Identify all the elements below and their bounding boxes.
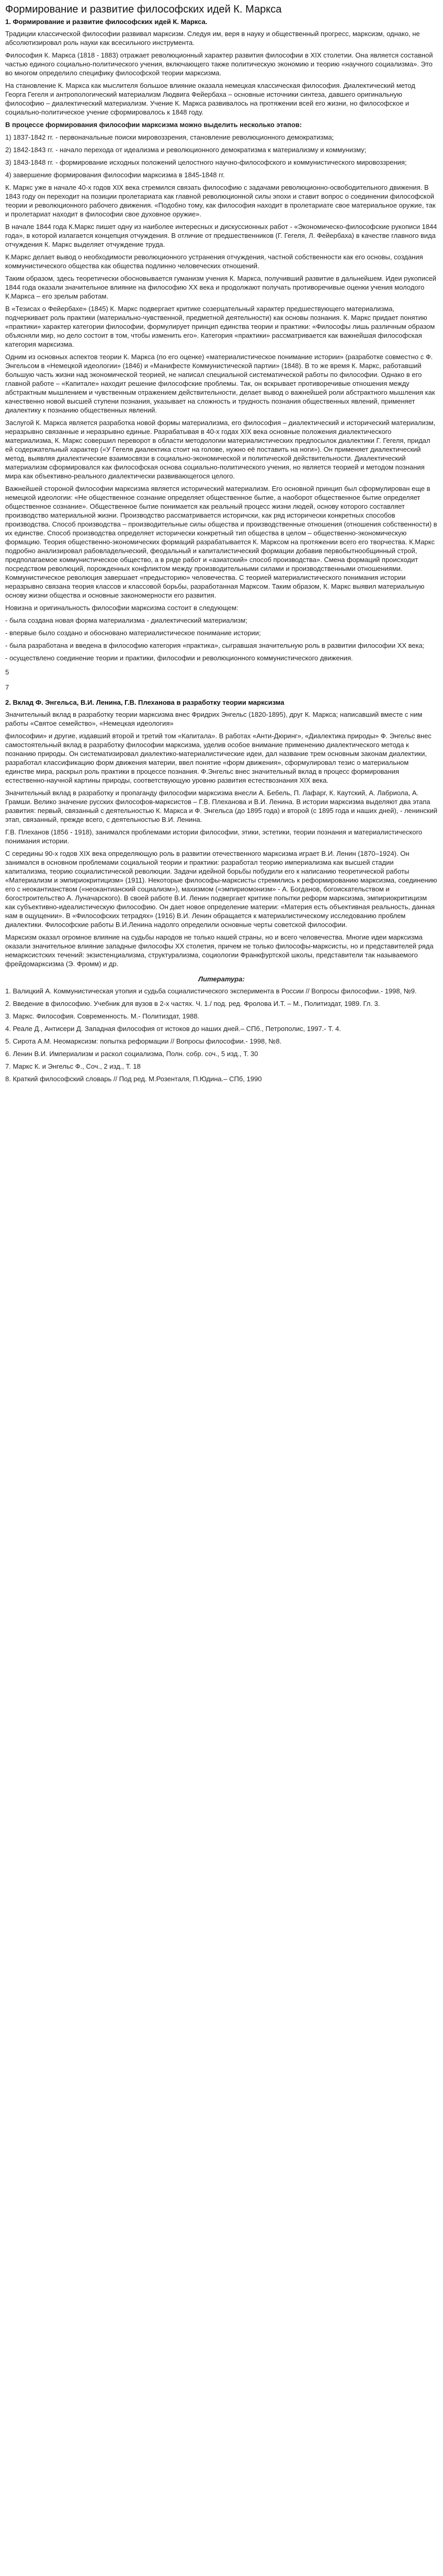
paragraph: 2) 1842-1843 гг. - начало перехода от идеализма и революционного демократизма к материализму и коммунизму; (5, 146, 367, 154)
paragraph: Одним из основных аспектов теории К. Маркса (по его оценке) «материалистическое понимание истории» (разработке совместно с Ф. Энгельсом в «Немецкой идеологии» (1846) и «Манифесте Коммунистической партии» (1848). В то же время К. Маркс, работавший большую часть жизни над экономической теорией, не написал специальной систематической работы по философии. Однако в его главной работе – «Капитале» находит решение философские проблемы. Так, он вскрывает противоречивые отношения между абстрактным мышлением и чувственным отражением действительности, делает вывод о важнейшей роли абстрактного мышления как качественно новой высшей ступени познания, указывает на сложность и трудность познания общественных явлений, применяет диалектику к познанию общественных явлений. (5, 353, 435, 414)
paragraph: К.Маркс делает вывод о необходимости революционного устранения отчуждения, частной собственности как его основы, создания коммунистического общества как общества подлинно человеческих отношений. (5, 253, 423, 270)
paragraph: - впервые было создано и обосновано материалистическое понимание истории; (5, 629, 261, 637)
paragraph: Традиции классической философии развивал марксизм. Следуя им, веря в науку и общественный прогресс, марксизм, однако, не абсолютизировал роль науки как всесильного инструмента. (5, 30, 420, 47)
paragraph: Философия К. Маркса (1818 - 1883) отражает революционный характер развития философии в XIX столетии. Она является составной частью единого социально-политического учения, включающего также политическую экономию и теорию «научного социализма». Это во многом определило специфику философской теории марксизма. (5, 51, 433, 77)
page-number: 5 (5, 668, 9, 676)
section-heading-2: 2. Вклад Ф. Энгельса, В.И. Ленина, Г.В. Плеханова в разработку теории марксизма (5, 699, 285, 706)
paragraph: - была создана новая форма материализма - диалектический материализм; (5, 616, 247, 624)
reference-item: 1. Валицкий А. Коммунистическая утопия и судьба социалистического эксперимента в России // Вопросы философии.- 1998, №9. (5, 987, 417, 995)
paragraph: Важнейшей стороной философии марксизма является исторический материализм. Его основной принцип был сформулирован еще в немецкой идеологии: «Не общественное сознание определяет общественное бытие, а наоборот общественное бытие определяет общественное сознание». Общественное бытие понимается как реальный процесс жизни людей, основу которого составляет производство материальной жизни. Производство рассматривается историчски, как ряд исторически конкретных способов производства. Способ производства – производительные силы общества и производственные отношения (отношения собственности) в их единстве. Способ производства определяет исторически конкретный тип общества в целом – общественно-экономическую формацию. Теория общественно-экономических формаций разрабатывается К. Марксом на протяжении всего его творчества. К.Маркс подробно анализировал рабовладельческий, феодальный и капиталистический формации добавив первобытнообщинный строй, предполагаемое коммунистическое общество, а в ряде работ и «азиатский» способ производства». Смена формаций происходит посредством революций, порожденных конфликтом между производительными силами и производственными отношениями. Коммунистическое революция завершает «предысторию» человечества. С теорией материалистического понимания истории неразрывно связана теория классов и классовой борьбы, разработанная Марксом. Таким образом, К. Маркс выявил материальную основу жизни общества и основные закономерности его развития. (5, 485, 437, 599)
section-heading-1: 1. Формирование и развитие философских идей К. Маркса. (5, 18, 208, 26)
paragraph: К. Маркс уже в начале 40-х годов XIX века стремился связать философию с задачами революционно-освободительного движения. В 1843 году он переходит на позиции пролетариата как главной революционной силы эпохи и ставит вопрос о соединении философской теории и революционного рабочего движения. «Подобно тому, как философия находит в пролетариате свое материальное оружие, так и пролетариат находит в философии свое духовное оружие». (5, 184, 436, 218)
paragraph: Значительный вклад в разработку теории марксизма внес Фридрих Энгельс (1820-1895), друг К. Маркса; написавший вместе с ним работы «Святое семейство», «Немецкая идеология» (5, 711, 423, 727)
paragraph: Заслугой К. Маркса является разработка новой формы материализма, его философия – диалектический и исторический материализм, неразрывно связанные и неразрывно единые. Разрабатывая в 40-х годах XIX века основные положения диалектического материализма, К. Маркс совершил переворот в области методологии материалистических предпосылок диалектики Г. Гегеля, придал ей содержательный характер («У Гегеля диалектика стоит на голове, нужно её поставить на ноги»). Он применяет диалектический метод, выявляя диалектические взаимосвязи в социально-экономической и политической действительности. Диалектический материализм сформировался как философская основа социально-политического учения, но является теорией и методом познания мира как объективно-реального диалектически развивающегося целого. (5, 419, 436, 480)
page-title: Формирование и развитие философских идей К. Маркса (5, 4, 282, 15)
reference-item: 3. Маркс. Философия. Современность. М.- Политиздат, 1988. (5, 1012, 200, 1020)
reference-item: 4. Реале Д., Антисери Д. Западная философия от истоков до наших дней.– СПб., Петрополис, 1997.- Т. 4. (5, 1025, 341, 1033)
paragraph: - осуществлено соединение теории и практики, философии и революционного коммунистического движения. (5, 654, 353, 662)
paragraph: С середины 90-х годов XIX века определяющую роль в развитии отечественного марксизма играет В.И. Ленин (1870–1924). Он занимался в основном проблемами социальной теории и практики: разработал теорию империализма как высшей стадии капитализма, теорию социалистической революции. Задачи идейной борьбы побудили его к написанию теоретической работы «Материализм и эмпириокритицизм» (1911). Некоторые философы-марксисты стремились к реформированию марксизма, соединению его с неокантианством («неокантианский социализм»), махизмом («эмпириомонизм» - А. Богданов, богоискательством и богостроительство А. Луначарского). В своей работе В.И. Ленин подвергает критике попытки реформ марксизма, эмпириокритицизм как субъективно-идеалистическую философию. Он дает новое определение материи: «Материя есть объективная реальность, данная нам в ощущении». В «Философских тетрадях» (1916) В.И. Ленин обращается к материалистическому исследованию проблем диалектики. Философские работы В.И.Ленина надолго определили основные черты советской философии. (5, 850, 437, 929)
paragraph: В процессе формирования философии марксизма можно выделить несколько этапов: (5, 121, 302, 129)
references-heading: Литература: (198, 975, 245, 983)
paragraph: На становление К. Маркса как мыслителя большое влияние оказала немецкая классическая философия. Диалектический метод Георга Гегеля и антропологический материализм Людвига Фейербаха – основные источники синтеза, давшего оригинальную философию – диалектический материализм. Учение К. Маркса развивалось на протяжении всей его жизни, но философское и социально-политическое учение сформировалось к 1848 году. (5, 82, 415, 116)
reference-item: 7. Маркс К. и Энгельс Ф., Соч., 2 изд., Т. 18 (5, 1062, 141, 1070)
references-list (5, 987, 438, 1083)
paragraph: 1) 1837-1842 гг. - первоначальные поиски мировоззрения, становление революционного демократизма; (5, 133, 334, 141)
section-2-body (5, 710, 438, 968)
reference-item: 2. Введение в философию. Учебник для вузов в 2-х частях. Ч. 1./ под. ред. Фролова И.Т. – М., Политиздат, 1989. Гл. 3. (5, 1000, 380, 1007)
paragraph: Таким образом, здесь теоретически обосновывается гуманизм учения К. Маркса, получивший развитие в дальнейшем. Идеи рукописей 1844 года оказали значительное влияние на философию XX века и продолжают получать противоречивые оценки учения молодого К.Маркса – его зрелым работам. (5, 274, 437, 300)
document-page (0, 0, 443, 1097)
paragraph: Г.В. Плеханов (1856 - 1918), занимался проблемами истории философии, этики, эстетики, теории познания и материалистического понимания истории. (5, 828, 423, 845)
page-number: 7 (5, 683, 9, 691)
reference-item: 5. Сирота А.М. Неомарксизм: попытка реформации // Вопросы философии.- 1998, №8. (5, 1037, 282, 1045)
section-1-body (5, 29, 438, 692)
paragraph: Новизна и оригинальность философии марксизма состоит в следующем: (5, 604, 238, 612)
paragraph: - была разработана и введена в философию категория «практика», сыгравшая значительную роль в развитии философии XX века; (5, 642, 425, 649)
paragraph: Марксизм оказал огромное влияние на судьбы народов не только нашей страны, но и всего человечества. Многие идеи марксизма оказали значительное влияние западные философы XX столетия, причем не только философы-марксисты, но и представителей ряда немарксистских течений: экзистенциализма, структурализма, социологии Франкфуртской школы, представители так называемого фрейдомарксизма (Э. Фромм) и др. (5, 933, 434, 968)
paragraph: 3) 1843-1848 гг. - формирование исходных положений целостного научно-философского и коммунистического мировоззрения; (5, 158, 407, 166)
paragraph: В начале 1844 года К.Маркс пишет одну из наиболее интересных и дискуссионных работ - «Экономическо-философские рукописи 1844 года», в которой излагается концепция отчуждения. В отличие от предшественников (Г. Гегеля, Л. Фейербаха) в качестве главного вида отчуждения К. Маркс выделяет отчуждение труда. (5, 223, 437, 248)
paragraph: философии» и другие, издавший второй и третий том «Капитала». В работах «Анти-Дюринг», «Диалектика природы» Ф. Энгельс внес самостоятельный вклад в разработку философии марксизма, уделив особое внимание применению диалектического метода к познанию природы. Он систематизировал диалектико-материалистические идеи, дал название трем основным законам диалектики, разработал классификацию форм движения материи, ввел понятие «форм движения», сформулировал тезис о материальном единстве мира, раскрыл роль практики в процессе познания. Ф.Энгельс внес значительный вклад в процесс формирования естественно-научной картины природы, соответствующую уровню развития естествознания XIX века. (5, 732, 431, 784)
paragraph: В «Тезисах о Фейербахе» (1845) К. Маркс подвергает критике созерцательный характер предшествующего материализма, подчеркивает роль практики (материально-чувственной, предметной деятельности) как основы познания. К. Маркс придает понятию «практики» характер категории философии, формулирует принцип единства теории и практики: «Философы лишь различным образом объясняли мир, но дело состоит в том, чтобы изменить его». Категория «практики» рассматривается как важнейшая философская категория марксизма. (5, 305, 435, 348)
paragraph: 4) завершение формирования философии марксизма в 1845-1848 гг. (5, 171, 225, 179)
paragraph: Значительный вклад в разработку и пропаганду философии марксизма внесли А. Бебель, П. Лафарг, К. Каутский, А. Лабриола, А. Грамши. Велико значение русских философов-марксистов – Г.В. Плеханова и В.И. Ленина. В истории марксизма выделяют два этапа развития: первый, связанный с деятельностью К. Маркса и Ф. Энгельса (до 1895 года) и второй (с 1895 года и наших дней), - ленинский этап, связанный, прежде всего, с деятельностью В.И. Ленина. (5, 789, 438, 823)
reference-item: 6. Ленин В.И. Империализм и раскол социализма, Полн. собр. соч., 5 изд., Т. 30 (5, 1050, 258, 1058)
reference-item: 8. Краткий философский словарь // Под ред. М.Розенталя, П.Юдина.– СПб, 1990 (5, 1075, 262, 1083)
